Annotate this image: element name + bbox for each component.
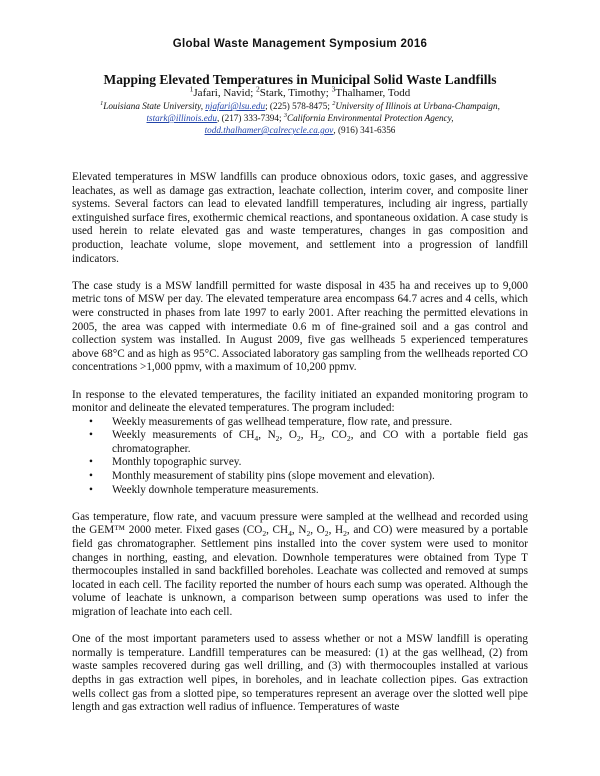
author-2-name: Stark, Timothy bbox=[259, 87, 326, 99]
author-3-marker: 3 bbox=[331, 84, 336, 94]
bullet-icon: • bbox=[89, 470, 93, 483]
list-item bbox=[72, 484, 528, 498]
conference-header: Global Waste Management Symposium 2016 bbox=[172, 38, 428, 50]
monitoring-program-list bbox=[72, 416, 528, 498]
paragraph-3-text: In response to the elevated temperatures, the facility initiated an expanded monitoring program to monitor and delineate the elevated temperatures. The program included: bbox=[72, 388, 528, 415]
paragraph-text: Gas temperature, flow rate, and vacuum pressure were sampled at the wellhead and recorded using the GEM™ 2000 meter. Fixed gases (CO bbox=[72, 510, 528, 537]
author-3-name: Thalhamer, Todd bbox=[335, 87, 411, 99]
paragraph-3-intro bbox=[72, 389, 528, 416]
bullet-icon: • bbox=[89, 456, 93, 469]
author-1-name: Jafari, Navid bbox=[193, 87, 251, 99]
paragraph-text: , CH bbox=[266, 524, 289, 537]
paragraph-4 bbox=[72, 511, 528, 620]
affiliation-3-email-link[interactable]: todd.thalhamer@calrecycle.ca.gov bbox=[204, 125, 334, 135]
list-item-text: , H bbox=[300, 429, 319, 442]
subscript: 2 bbox=[262, 529, 267, 539]
bullet-icon: • bbox=[89, 415, 93, 428]
affiliation-1-phone: (225) 578-8475; bbox=[269, 101, 330, 111]
affiliation-3-phone: (916) 341-6356 bbox=[337, 125, 396, 135]
list-item-text: Weekly downhole temperature measurements. bbox=[112, 483, 319, 496]
paper-body bbox=[72, 171, 528, 728]
list-item bbox=[72, 416, 528, 430]
author-2-marker: 2 bbox=[256, 84, 260, 94]
affiliation-1-org: Louisiana State University, bbox=[103, 101, 203, 111]
subscript: 2 bbox=[318, 434, 322, 444]
paragraph-text: , and CO) were measured by a portable field gas chromatographer. Settlement pins installed into the cover system were used to monitor changes in northing, easting, and elevation. Downhole temperatures were obtained from Type T thermocouples installed in sand backfilled boreholes. Leachate was collected and removed at sumps located in each cell. The facility reported the number of hours each sump was operated. Although the volume of leachate is unknown, a comparison between sump operations was used to infer the migration of leachate into each cell. bbox=[72, 524, 528, 618]
subscript: 2 bbox=[346, 434, 351, 444]
author-1-marker: 1 bbox=[189, 84, 194, 94]
paragraph-text: , O bbox=[310, 524, 325, 537]
affiliation-3-marker: 3 bbox=[283, 111, 287, 119]
list-item-text: Weekly measurements of gas wellhead temperature, flow rate, and pressure. bbox=[112, 415, 453, 428]
paragraph-text: , H bbox=[328, 524, 344, 537]
bullet-icon: • bbox=[89, 429, 93, 442]
author-list: $^1$Jafari, Navid; $^2$Stark, Timothy; $^3$Thalhamer, Todd bbox=[189, 84, 411, 99]
bullet-icon: • bbox=[89, 483, 93, 496]
paper-title: Mapping Elevated Temperatures in Municipal Solid Waste Landfills bbox=[103, 72, 497, 87]
list-item bbox=[72, 429, 528, 456]
list-item-text: , N bbox=[258, 429, 276, 442]
affiliation-2-marker: 2 bbox=[332, 99, 336, 107]
list-item-text: Monthly topographic survey. bbox=[112, 456, 242, 469]
subscript: 4 bbox=[288, 529, 292, 539]
list-item bbox=[72, 470, 528, 484]
list-item bbox=[72, 456, 528, 470]
subscript: 2 bbox=[324, 529, 329, 539]
affiliation-2-org: University of Illinois at Urbana-Champaign, bbox=[335, 101, 500, 111]
list-item-text: , O bbox=[279, 429, 297, 442]
paragraph-1: Elevated temperatures in MSW landfills can produce obnoxious odors, toxic gases, and aggressive leachates, as well as damage gas extraction, leachate collection, interim cover, and composite liner systems. Several factors can lead to elevated landfill temperatures, including air ingress, partially extinguished surface fires, exothermic chemical reactions, and spontaneous oxidation. A case study is used herein to relate elevated gas and waste temperatures, changes in gas composition and production, leachate volume, slope movement, and settlement into a progression of landfill indicators. bbox=[72, 171, 528, 265]
affiliation-3-org: California Environmental Protection Agency, bbox=[286, 113, 454, 123]
paragraph-text: , N bbox=[291, 524, 307, 537]
list-item-text: Weekly measurements of CH bbox=[112, 429, 255, 442]
paragraph-5: One of the most important parameters used to assess whether or not a MSW landfill is operating normally is temperature. Landfill temperatures can be measured: (1) at the gas wellhead, (2) from waste samples recovered during gas well drilling, and (3) with thermocouples installed at various depths in gas extraction well pipes, in boreholes, and in leachate collection pipes. Gas extraction wells collect gas from a slotted pipe, so temperatures represent an average over the slotted well pipe length and gas extraction well radius of influence. Temperatures of waste bbox=[72, 633, 528, 714]
affiliation-2-phone: (217) 333-7394; bbox=[221, 113, 282, 123]
subscript: 4 bbox=[254, 434, 259, 444]
subscript: 2 bbox=[275, 434, 280, 444]
paragraph-2: The case study is a MSW landfill permitted for waste disposal in 435 ha and receives up to 9,000 metric tons of MSW per day. The elevated temperature area encompass 64.7 acres and 4 cells, which were constructed in phases from late 1997 to early 2001. After reaching the permitted elevations in 2005, the area was capped with intermediate 0.6 m of fine-grained soil and a gas control and collection system was installed. In August 2009, five gas wellheads 5 experienced temperatures above 68°C and as high as 95°C. Associated laboratory gas sampling from the wellheads reported CO concentrations >1,000 ppmv, with a maximum of 10,200 ppmv. bbox=[72, 279, 528, 374]
subscript: 2 bbox=[296, 434, 301, 444]
list-item-text: Monthly measurement of stability pins (slope movement and elevation). bbox=[112, 470, 435, 483]
list-item-text: , and CO with a portable field gas chromatographer. bbox=[112, 429, 528, 455]
list-item-text: , CO bbox=[321, 429, 347, 442]
subscript: 2 bbox=[306, 529, 311, 539]
affiliation-2-email-link[interactable]: tstark@illinois.edu bbox=[146, 113, 217, 123]
affiliation-1-email-link[interactable]: njafari@lsu.edu bbox=[205, 101, 266, 111]
affiliations: $^1$Louisiana State University, njafari@lsu.edu; (225) 578-8475; $^2$University of Illinois at Urbana-Champaign, tstark@illinois.edu, (217) 333-7394; $^3$California Environmental Protection Agency, todd.thalhamer@calrecycle.ca.gov, (916) 341-6356 bbox=[100, 99, 500, 135]
subscript: 2 bbox=[343, 529, 347, 539]
affiliation-1-marker: 1 bbox=[100, 99, 104, 107]
